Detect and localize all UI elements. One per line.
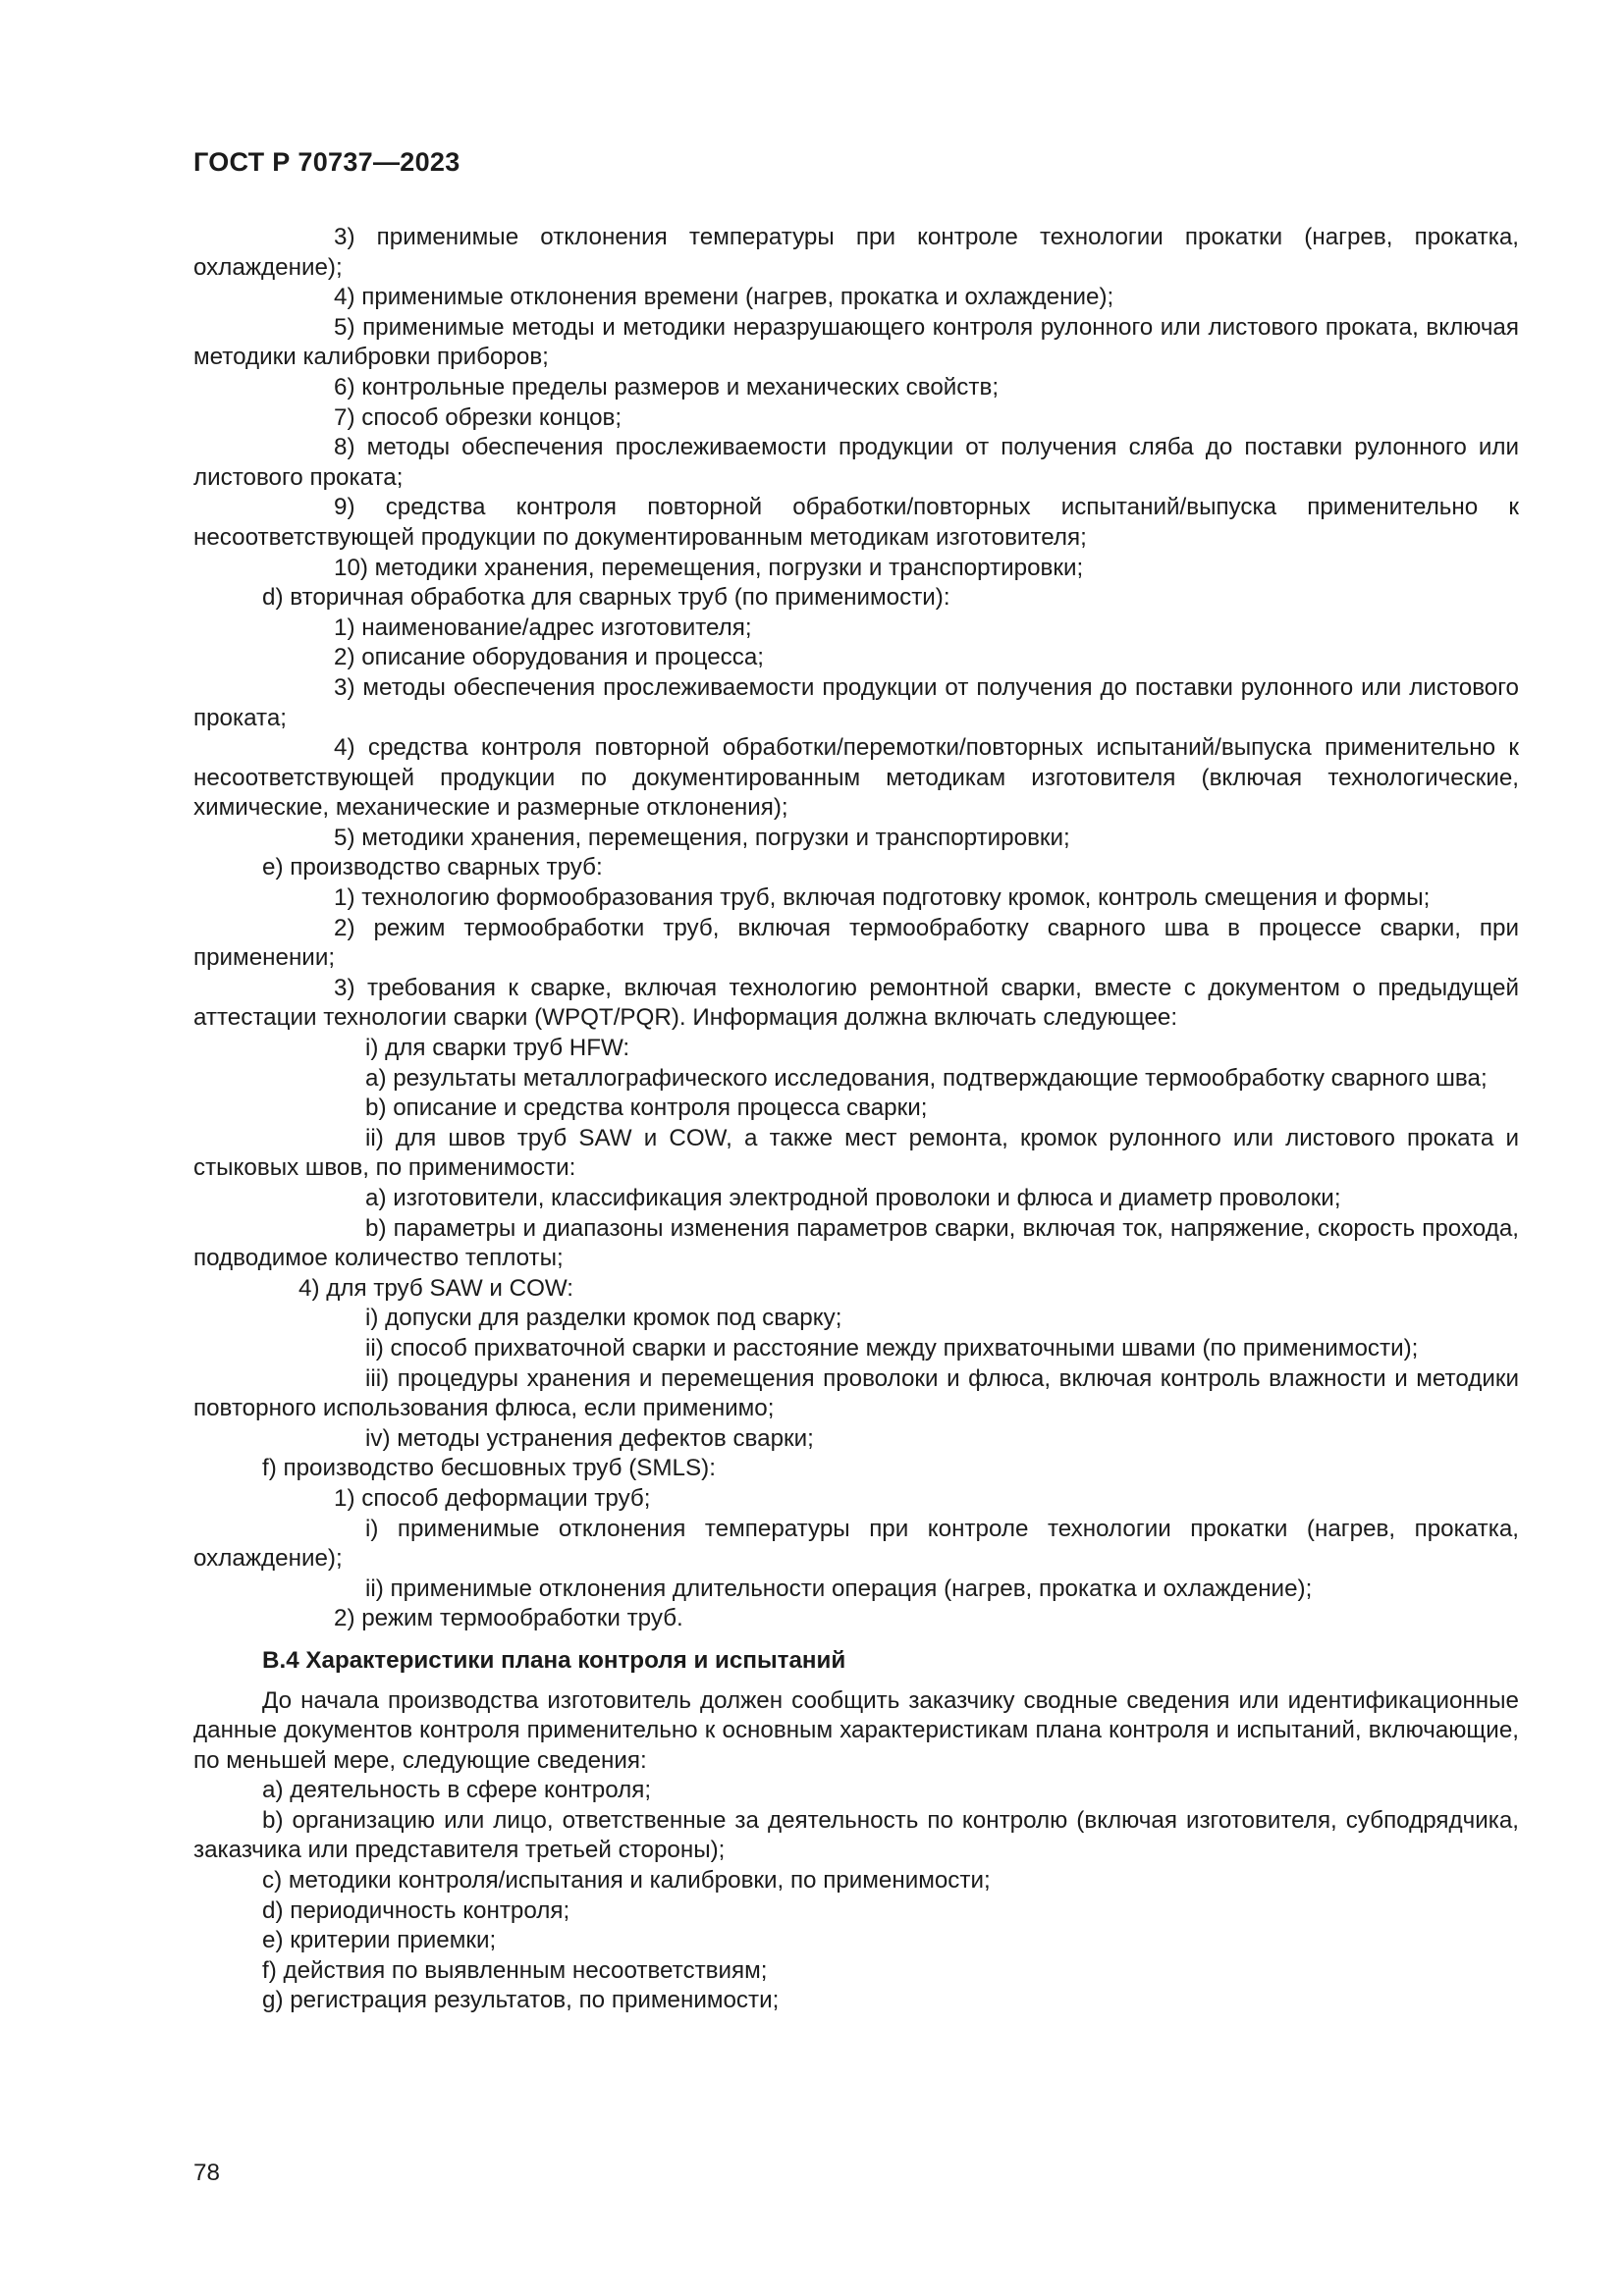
section-text xyxy=(193,1686,1519,2017)
body-paragraph: ii) применимые отклонения длительности операция (нагрев, прокатка и охлаждение); xyxy=(365,1575,1313,1602)
body-paragraph: 1) наименование/адрес изготовителя; xyxy=(334,614,752,641)
body-paragraph: d) вторичная обработка для сварных труб (по применимости): xyxy=(262,584,950,612)
body-paragraph: 2) режим термообработки труб. xyxy=(334,1605,683,1632)
body-paragraph: i) для сварки труб HFW: xyxy=(365,1035,630,1062)
body-paragraph: f) действия по выявленным несоответствиям; xyxy=(262,1956,768,1984)
body-paragraph: d) периодичность контроля; xyxy=(262,1896,570,1924)
body-paragraph: ii) для швов труб SAW и COW, а также мест ремонта, кромок рулонного или листового проката и стыковых швов, по применимости: xyxy=(193,1124,1519,1182)
body-paragraph: 5) применимые методы и методики неразрушающего контроля рулонного или листового проката, включая методики калибровки приборов; xyxy=(193,313,1519,371)
document-id-header: ГОСТ Р 70737—2023 xyxy=(193,147,460,177)
body-paragraph: c) методики контроля/испытания и калибровки, по применимости; xyxy=(262,1867,991,1895)
body-paragraph: 1) технологию формообразования труб, включая подготовку кромок, контроль смещения и формы; xyxy=(334,884,1431,912)
body-paragraph: 3) методы обеспечения прослеживаемости продукции от получения до поставки рулонного или листового проката; xyxy=(193,673,1519,731)
body-paragraph: 2) описание оборудования и процесса; xyxy=(334,644,765,671)
body-paragraph: f) производство бесшовных труб (SMLS): xyxy=(262,1455,716,1482)
body-paragraph: 4) применимые отклонения времени (нагрев, прокатка и охлаждение); xyxy=(334,284,1114,311)
body-paragraph: 3) применимые отклонения температуры при контроле технологии прокатки (нагрев, прокатка, охлаждение); xyxy=(193,224,1519,281)
body-paragraph: g) регистрация результатов, по применимости; xyxy=(262,1987,780,2014)
body-paragraph: a) деятельность в сфере контроля; xyxy=(262,1777,652,1804)
body-paragraph: 9) средства контроля повторной обработки/повторных испытаний/выпуска применительно к несоответствующей продукции по документированным методикам изготовителя; xyxy=(193,494,1519,551)
body-paragraph: 4) средства контроля повторной обработки/перемотки/повторных испытаний/выпуска применительно к несоответствующей продукции по документированным методикам изготовителя (включая технологические, химические, механические и размерные отклонения); xyxy=(193,734,1519,822)
body-paragraph: 8) методы обеспечения прослеживаемости продукции от получения сляба до поставки рулонного или листового проката; xyxy=(193,434,1519,491)
section-heading: В.4 Характеристики плана контроля и испытаний xyxy=(262,1646,846,1674)
body-paragraph: До начала производства изготовитель должен сообщить заказчику сводные сведения или идентификационные данные документов контроля применительно к основным характеристикам плана контроля и испытаний, включающие, по меньшей мере, следующие сведения: xyxy=(193,1686,1519,1774)
body-paragraph: 4) для труб SAW и COW: xyxy=(298,1274,574,1302)
body-paragraph: 7) способ обрезки концов; xyxy=(334,403,623,431)
page-body xyxy=(193,223,1519,2016)
body-paragraph: 10) методики хранения, перемещения, погрузки и транспортировки; xyxy=(334,554,1084,581)
body-paragraph: 2) режим термообработки труб, включая термообработку сварного шва в процессе сварки, при применении; xyxy=(193,914,1519,972)
body-paragraph: i) допуски для разделки кромок под сварку; xyxy=(365,1305,842,1332)
body-paragraph: e) производство сварных труб: xyxy=(262,854,603,881)
body-paragraph: iii) процедуры хранения и перемещения проволоки и флюса, включая контроль влажности и методики повторного использования флюса, если применимо; xyxy=(193,1364,1519,1422)
body-paragraph: 5) методики хранения, перемещения, погрузки и транспортировки; xyxy=(334,824,1070,851)
body-paragraph: a) изготовители, классификация электродной проволоки и флюса и диаметр проволоки; xyxy=(365,1185,1341,1211)
body-paragraph: 6) контрольные пределы размеров и механических свойств; xyxy=(334,373,1000,400)
body-paragraph: 1) способ деформации труб; xyxy=(334,1484,651,1512)
requirements-list xyxy=(193,223,1519,1634)
body-paragraph: i) применимые отклонения температуры при контроле технологии прокатки (нагрев, прокатка, охлаждение); xyxy=(193,1515,1519,1573)
body-paragraph: a) результаты металлографического исследования, подтверждающие термообработку сварного шва; xyxy=(365,1064,1488,1092)
body-paragraph: b) параметры и диапазоны изменения параметров сварки, включая ток, напряжение, скорость прохода, подводимое количество теплоты; xyxy=(193,1214,1519,1272)
body-paragraph: iv) методы устранения дефектов сварки; xyxy=(365,1424,814,1452)
body-paragraph: b) организацию или лицо, ответственные за деятельность по контролю (включая изготовителя, субподрядчика, заказчика или представителя третьей стороны); xyxy=(193,1806,1519,1864)
body-paragraph: e) критерии приемки; xyxy=(262,1927,497,1954)
body-paragraph: 3) требования к сварке, включая технологию ремонтной сварки, вместе с документом о предыдущей аттестации технологии сварки (WPQT/PQR). Информация должна включать следующее: xyxy=(193,974,1519,1032)
page-number: 78 xyxy=(193,2160,220,2186)
body-paragraph: ii) способ прихваточной сварки и расстояние между прихваточными швами (по применимости); xyxy=(365,1334,1419,1362)
body-paragraph: b) описание и средства контроля процесса сварки; xyxy=(365,1095,928,1122)
